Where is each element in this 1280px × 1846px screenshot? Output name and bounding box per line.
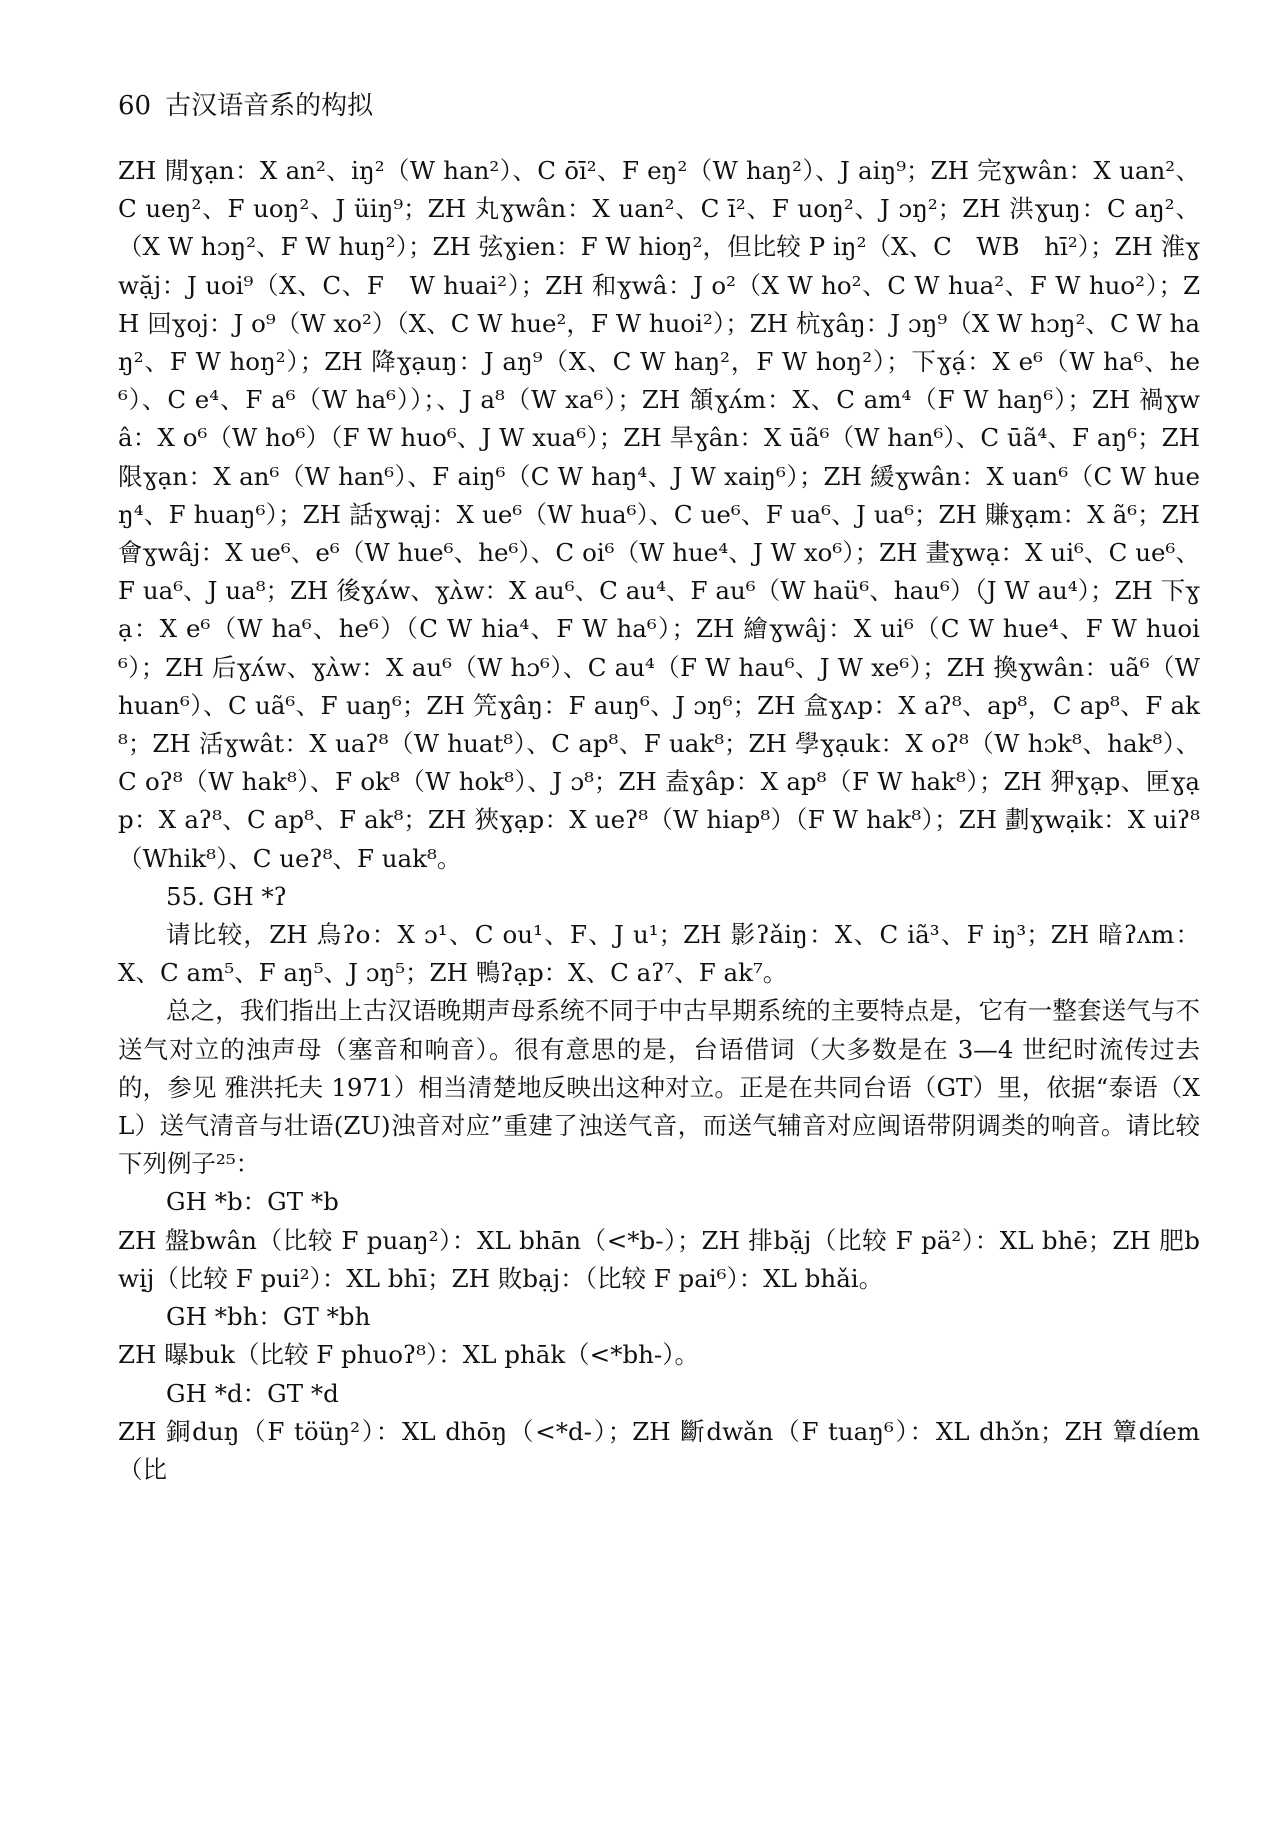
- paragraph-gh-b-examples: ZH 盤bwân（比较 F puaŋ²）：XL bhān（<*b-）；ZH 排bặj（比较 F pä²）：XL bhē；ZH 肥bwịj（比较 F pui²）：XL bhī；ZH 敗bạj：（比较 F pai⁶）：XL bhǎi。: [118, 1225, 1200, 1293]
- paragraph-zh-examples: ZH 閒ɣạn：X an²、iŋ²（W han²）、C ōī²、F eŋ²（W haŋ²）、J aiŋ⁹；ZH 完ɣwân：X uan²、C ueŋ²、F uoŋ²、J üiŋ⁹；ZH 丸ɣwân：X uan²、C ī²、F uoŋ²、J ɔŋ²；ZH 洪ɣuŋ：C aŋ²、（X W hɔŋ²、F W huŋ²）；ZH 弦ɣien：F W hioŋ²，但比较 P iŋ²（X、C WB hī²）；ZH 淮ɣwặj：J uoi⁹（X、C、F W huai²）；ZH 和ɣwâ：J o²（X W ho²、C W hua²、F W huo²）；ZH 回ɣoj：J o⁹（W xo²）（X、C W hue²，F W huoi²）；ZH 杭ɣâŋ：J ɔŋ⁹（X W hɔŋ²、C W haŋ²、F W hoŋ²）；ZH 降ɣạuŋ：J aŋ⁹（X、C W haŋ²，F W hoŋ²）；下ɣạ́：X e⁶（W ha⁶、he⁶）、C e⁴、F a⁶（W ha⁶））；、J a⁸（W xa⁶）；ZH 頷ɣʌ́m：X、C am⁴（F W haŋ⁶）；ZH 禍ɣwâ：X o⁶（W ho⁶）（F W huo⁶、J W xua⁶）；ZH 旱ɣân：X ūã⁶（W han⁶）、C ūã⁴、F aŋ⁶；ZH 限ɣạn：X an⁶（W han⁶）、F aiŋ⁶（C W haŋ⁴、J W xaiŋ⁶）；ZH 緩ɣwân：X uan⁶（C W hueŋ⁴、F huaŋ⁶）；ZH 話ɣwạj：X ue⁶（W hua⁶）、C ue⁶、F ua⁶、J ua⁶；ZH 賺ɣạm：X ã⁶；ZH 會ɣwâj：X ue⁶、e⁶（W hue⁶、he⁶）、C oi⁶（W hue⁴、J W xo⁶）；ZH 畫ɣwạ：X ui⁶、C ue⁶、F ua⁶、J ua⁸；ZH 後ɣʌ́w、ɣʌ̀w：X au⁶、C au⁴、F au⁶（W haü⁶、hau⁶）（J W au⁴）；ZH 下ɣạ：X e⁶（W ha⁶、he⁶）（C W hia⁴、F W ha⁶）；ZH 繪ɣwâj：X ui⁶（C W hue⁴、F W huoi⁶）；ZH 后ɣʌ́w、ɣʌ̀w：X au⁶（W hɔ⁶）、C au⁴（F W hau⁶、J W xe⁶）；ZH 換ɣwân：uã⁶（W huan⁶）、C uã⁶、F uaŋ⁶；ZH 笐ɣâŋ：F auŋ⁶、J ɔŋ⁶；ZH 盒ɣʌp：X aʔ⁸、ap⁸，C ap⁸、F ak⁸；ZH 活ɣwât：X uaʔ⁸（W huat⁸）、C ap⁸、F uak⁸；ZH 學ɣạuk：X oʔ⁸（W hɔk⁸、hak⁸）、C oʔ⁸（W hak⁸）、F ok⁸（W hok⁸）、J ɔ⁸；ZH 盍ɣâp：X ap⁸（F W hak⁸）；ZH 狎ɣạp、匣ɣạp：X aʔ⁸、C ap⁸、F ak⁸；ZH 狹ɣạp：X ueʔ⁸（W hiap⁸）（F W hak⁸）；ZH 劃ɣwạik：X uiʔ⁸（Whik⁸）、C ueʔ⁸、F uak⁸。: [118, 156, 1200, 873]
- subheading-gh-bh: GH *bh：GT *bh: [166, 1302, 371, 1332]
- page-body: [118, 152, 1200, 1489]
- paragraph-summary: 总之，我们指出上古汉语晚期声母系统不同于中古早期系统的主要特点是，它有一整套送气与不送气对立的浊声母（塞音和响音）。很有意思的是，台语借词（大多数是在 3—4 世纪时流传过去的，参见 雅洪托夫 1971）相当清楚地反映出这种对立。正是在共同台语（GT）里，依据“泰语（XL）送气清音与壮语(ZU)浊音对应”重建了浊送气音，而送气辅音对应闽语带阴调类的响音。请比较下列例子²⁵：: [118, 996, 1200, 1179]
- subheading-gh-b: GH *b：GT *b: [166, 1187, 339, 1217]
- running-title: 古汉语音系的构拟: [165, 91, 374, 121]
- running-header: [118, 88, 1200, 124]
- subheading-gh-d: GH *d：GT *d: [166, 1378, 339, 1408]
- paragraph-gh-d-examples: ZH 銅duŋ（F töüŋ²）：XL dhōŋ（<*d-）；ZH 斷dwǎn（F tuaŋ⁶）：XL dhɔ̌n；ZH 簟díem（比: [118, 1416, 1200, 1484]
- page-number: 60: [118, 91, 152, 121]
- section-heading-55: 55. GH *ʔ: [166, 881, 287, 911]
- paragraph-compare-glottal: 请比较，ZH 烏ʔo：X ɔ¹、C ou¹、F、J u¹；ZH 影ʔǎiŋ：X、C iã³、F iŋ³；ZH 暗ʔʌm：X、C am⁵、F aŋ⁵、J ɔŋ⁵；ZH 鴨ʔạp：X、C aʔ⁷、F ak⁷。: [118, 920, 1200, 988]
- paragraph-gh-bh-examples: ZH 曝buk（比较 F phuoʔ⁸）：XL phāk（<*bh-）。: [118, 1340, 699, 1370]
